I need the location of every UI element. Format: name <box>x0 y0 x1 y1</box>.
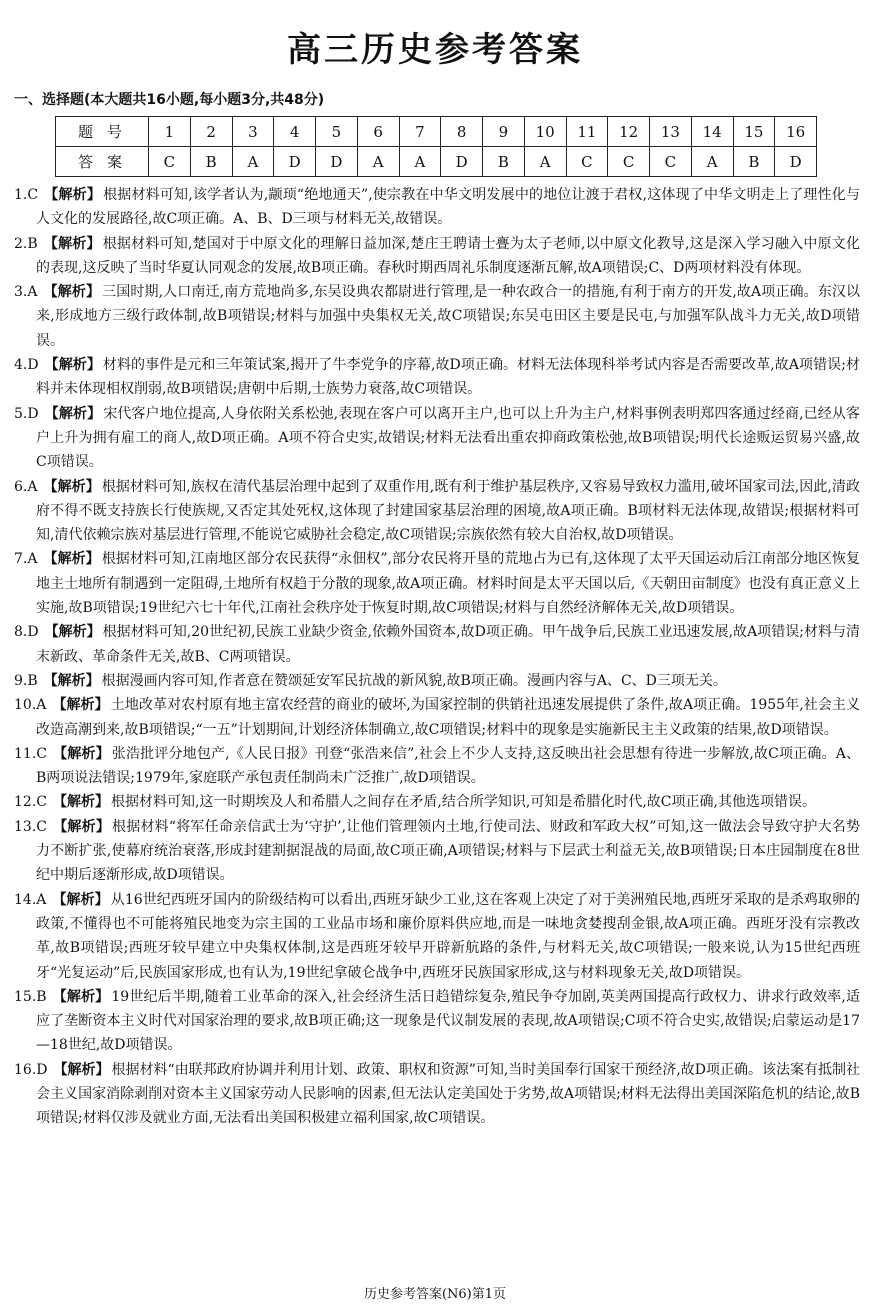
question-number-cell: 16 <box>775 117 817 147</box>
explanation-item <box>14 353 860 402</box>
item-number: 5.D <box>14 405 39 422</box>
item-number: 10.A <box>14 697 47 714</box>
answer-cell: A <box>357 147 399 177</box>
analysis-tag: 【解析】 <box>52 818 111 835</box>
explanation-item <box>14 888 860 985</box>
analysis-tag: 【解析】 <box>43 551 100 568</box>
item-text: 三国时期,人口南迁,南方荒地尚多,东吴设典农都尉进行管理,是一种农政合一的措施,有利于南方的开发,故A项正确。东汉以来,形成地方三级行政体制,故B项错误;材料与加强中央集权无关,故C项错误;东吴屯田区主要是民屯,与加强军队战斗力无关,故D项错误。 <box>36 284 860 349</box>
item-number: 13.C <box>14 818 47 835</box>
explanation-item <box>14 669 860 693</box>
item-number: 15.B <box>14 988 47 1005</box>
item-number: 14.A <box>14 891 47 908</box>
explanation-item <box>14 402 860 475</box>
item-number: 4.D <box>14 357 39 374</box>
question-number-cell: 7 <box>399 117 441 147</box>
answer-cell: C <box>608 147 650 177</box>
item-text: 根据材料“由联邦政府协调并利用计划、政策、职权和资源”可知,当时美国奉行国家干预经济,故D项正确。该法案有抵制社会主义国家消除剥削对资本主义国家劳动人民影响的因素,但无法认定美国处于劣势,故A项错误;材料无法得出美国深陷危机的结论,故B项错误;材料仅涉及就业方面,无法看出美国积极建立福利国家,故C项错误。 <box>36 1061 861 1127</box>
explanation-item <box>14 742 860 791</box>
item-text: 19世纪后半期,随着工业革命的深入,社会经济生活日趋错综复杂,殖民争夺加剧,英美两国提高行政权力、讲求行政效率,适应了垄断资本主义时代对国家治理的要求,故B项正确;这一现象是代议制发展的表现,故A项错误;C项不符合史实,故错误;启蒙运动是17—18世纪,故D项错误。 <box>36 988 860 1054</box>
question-number-cell: 1 <box>149 117 191 147</box>
answer-cell: D <box>775 147 817 177</box>
explanation-item <box>14 475 860 548</box>
answer-row <box>56 147 817 177</box>
question-number-cell: 13 <box>650 117 692 147</box>
explanation-item <box>14 547 860 620</box>
page-footer: 历史参考答案(N6)第1页 <box>363 1287 507 1302</box>
item-number: 9.B <box>14 672 38 689</box>
item-text: 根据漫画内容可知,作者意在赞颂延安军民抗战的新风貌,故B项正确。漫画内容与A、C、D三项无关。 <box>101 672 727 689</box>
question-number-cell: 15 <box>733 117 775 147</box>
item-number: 8.D <box>14 624 39 641</box>
question-number-cell: 12 <box>608 117 650 147</box>
analysis-tag: 【解析】 <box>44 187 102 203</box>
answer-cell: D <box>441 147 483 177</box>
analysis-tag: 【解析】 <box>43 478 100 495</box>
item-text: 土地改革对农村原有地主富农经营的商业的破坏,为国家控制的供销社迅速发展提供了条件,故A项正确。1955年,社会主义改造高潮到来,故B项错误;“一五”计划期间,计划经济体制确立,故C项错误;材料中的现象是实施新民主主义政策的结果,故D项错误。 <box>36 697 860 738</box>
answer-cell: A <box>691 147 733 177</box>
item-text: 从16世纪西班牙国内的阶级结构可以看出,西班牙缺少工业,这在客观上决定了对于美洲殖民地,西班牙采取的是杀鸡取卵的政策,不懂得也不可能将殖民地变为宗主国的工业品市场和廉价原料供应地,而是一味地贪婪搜刮金银,故A项正确。西班牙没有宗教改革,故B项错误;西班牙较早建立中央集权体制,这是西班牙较早开辟新航路的条件,与材料无关,故C项错误;一般来说,认为15世纪西班牙“光复运动”后,民族国家形成,也有认为,19世纪拿破仑战争中,西班牙民族国家形成,这与材料现象无关,故D项错误。 <box>36 891 861 981</box>
explanation-item <box>14 183 860 232</box>
answer-cell: A <box>524 147 566 177</box>
item-number: 7.A <box>14 551 38 568</box>
analysis-tag: 【解析】 <box>44 405 102 422</box>
explanation-item <box>14 1058 860 1131</box>
explanation-item <box>14 620 860 669</box>
answer-cell: B <box>733 147 775 177</box>
explanation-list <box>14 183 860 1131</box>
item-text: 根据材料可知,江南地区部分农民获得“永佃权”,部分农民将开垦的荒地占为已有,这体现了太平天国运动后江南部分地区恢复地主土地所有制遇到一定阻碍,土地所有权趋于分散的现象,故A项正确。材料时间是太平天国以后,《天朝田亩制度》也没有真正意义上实施,故B项错误;19世纪六七十年代,江南社会秩序处于恢复时期,故C项错误;材料与自然经济解体无关,故D项错误。 <box>36 551 861 617</box>
item-text: 根据材料可知,该学者认为,颛顼“绝地通天”,使宗教在中华文明发展中的地位让渡于君权,这体现了中华文明走上了理性化与人文化的发展路径,故C项正确。A、B、D三项与材料无关,故错误。 <box>36 187 860 228</box>
item-number: 12.C <box>14 794 47 811</box>
item-number: 6.A <box>14 478 38 495</box>
row-label-answers: 答案 <box>56 147 149 177</box>
question-number-cell: 8 <box>441 117 483 147</box>
analysis-tag: 【解析】 <box>52 988 110 1005</box>
item-number: 1.C <box>14 187 39 203</box>
analysis-tag: 【解析】 <box>52 745 110 762</box>
item-text: 根据材料可知,楚国对于中原文化的理解日益加深,楚庄王聘请士亹为太子老师,以中原文化教导,这是深入学习融入中原文化的表现,这反映了当时华夏认同观念的发展,故B项正确。春秋时期西周礼乐制度逐渐瓦解,故A项错误;C、D两项材料没有体现。 <box>36 235 860 276</box>
analysis-tag: 【解析】 <box>44 357 101 374</box>
analysis-tag: 【解析】 <box>43 672 100 689</box>
question-number-cell: 3 <box>232 117 274 147</box>
analysis-tag: 【解析】 <box>44 624 101 641</box>
question-number-cell: 14 <box>691 117 733 147</box>
analysis-tag: 【解析】 <box>52 697 109 714</box>
answer-cell: B <box>190 147 232 177</box>
answer-cell: D <box>316 147 358 177</box>
item-text: 张浩批评分地包产,《人民日报》刊登“张浩来信”,社会上不少人支持,这反映出社会思想有待进一步解放,故C项正确。A、B两项说法错误;1979年,家庭联产承包责任制尚未广泛推广,故D项错误。 <box>36 745 861 787</box>
answer-cell: C <box>149 147 191 177</box>
analysis-tag: 【解析】 <box>43 284 101 301</box>
analysis-tag: 【解析】 <box>43 235 101 252</box>
question-number-row <box>56 117 817 147</box>
item-text: 根据材料可知,族权在清代基层治理中起到了双重作用,既有利于维护基层秩序,又容易导致权力滥用,破坏国家司法,因此,清政府不得不既支持族长行使族规,又否定其处死权,这体现了封建国家基层治理的困境,故A项正确。B项材料无法体现,故错误;根据材料可知,清代依赖宗族对基层进行管理,不能说它威胁社会稳定,故C项错误;宗族依然有较大自治权,故D项错误。 <box>36 478 860 544</box>
row-label-numbers: 题号 <box>56 117 149 147</box>
question-number-cell: 4 <box>274 117 316 147</box>
item-text: 宋代客户地位提高,人身依附关系松弛,表现在客户可以离开主户,也可以上升为主户,材料事例表明郑四客通过经商,已经从客户上升为拥有雇工的商人,故D项正确。A项不符合史实,故错误;材料无法看出重农抑商政策松弛,故B项错误;明代长途贩运贸易兴盛,故C项错误。 <box>36 405 861 471</box>
answer-cell: D <box>274 147 316 177</box>
question-number-cell: 5 <box>316 117 358 147</box>
item-number: 3.A <box>14 284 38 301</box>
question-number-cell: 11 <box>566 117 608 147</box>
item-number: 2.B <box>14 235 38 252</box>
answer-table <box>55 116 817 177</box>
explanation-item <box>14 985 860 1058</box>
question-number-cell: 6 <box>357 117 399 147</box>
answer-cell: C <box>650 147 692 177</box>
answer-cell: A <box>399 147 441 177</box>
page-title: 高三历史参考答案 <box>287 30 583 70</box>
explanation-item <box>14 280 860 353</box>
item-number: 16.D <box>14 1061 48 1078</box>
item-text: 根据材料“将军任命亲信武士为‘守护’,让他们管理领内土地,行使司法、财政和军政大权”可知,这一做法会导致守护大名势力不断扩张,使幕府统治衰落,形成封建割据混战的局面,故C项正确,A项错误;材料与下层武士利益无关,故B项错误;日本庄园制度在8世纪中期后逐渐形成,故D项错误。 <box>36 818 861 884</box>
question-number-cell: 10 <box>524 117 566 147</box>
answer-cell: A <box>232 147 274 177</box>
analysis-tag: 【解析】 <box>53 1061 110 1078</box>
analysis-tag: 【解析】 <box>52 794 109 811</box>
question-number-cell: 9 <box>483 117 525 147</box>
answer-cell: C <box>566 147 608 177</box>
explanation-item <box>14 693 860 742</box>
question-number-cell: 2 <box>190 117 232 147</box>
answer-cell: B <box>483 147 525 177</box>
section-heading: 一、选择题(本大题共16小题,每小题3分,共48分) <box>14 92 325 108</box>
item-text: 根据材料可知,这一时期埃及人和希腊人之间存在矛盾,结合所学知识,可知是希腊化时代,故C项正确,其他选项错误。 <box>110 794 816 811</box>
explanation-item <box>14 232 860 281</box>
explanation-item <box>14 815 860 888</box>
item-text: 根据材料可知,20世纪初,民族工业缺少资金,依赖外国资本,故D项正确。甲午战争后,民族工业迅速发展,故A项错误;材料与清末新政、革命条件无关,故B、C两项错误。 <box>36 624 860 665</box>
explanation-item <box>14 790 860 814</box>
analysis-tag: 【解析】 <box>52 891 109 908</box>
item-number: 11.C <box>14 745 47 762</box>
item-text: 材料的事件是元和三年策试案,揭开了牛李党争的序幕,故D项正确。材料无法体现科举考试内容是否需要改革,故A项错误;材料并未体现相权削弱,故B项错误;唐朝中后期,士族势力衰落,故C项错误。 <box>36 357 860 398</box>
